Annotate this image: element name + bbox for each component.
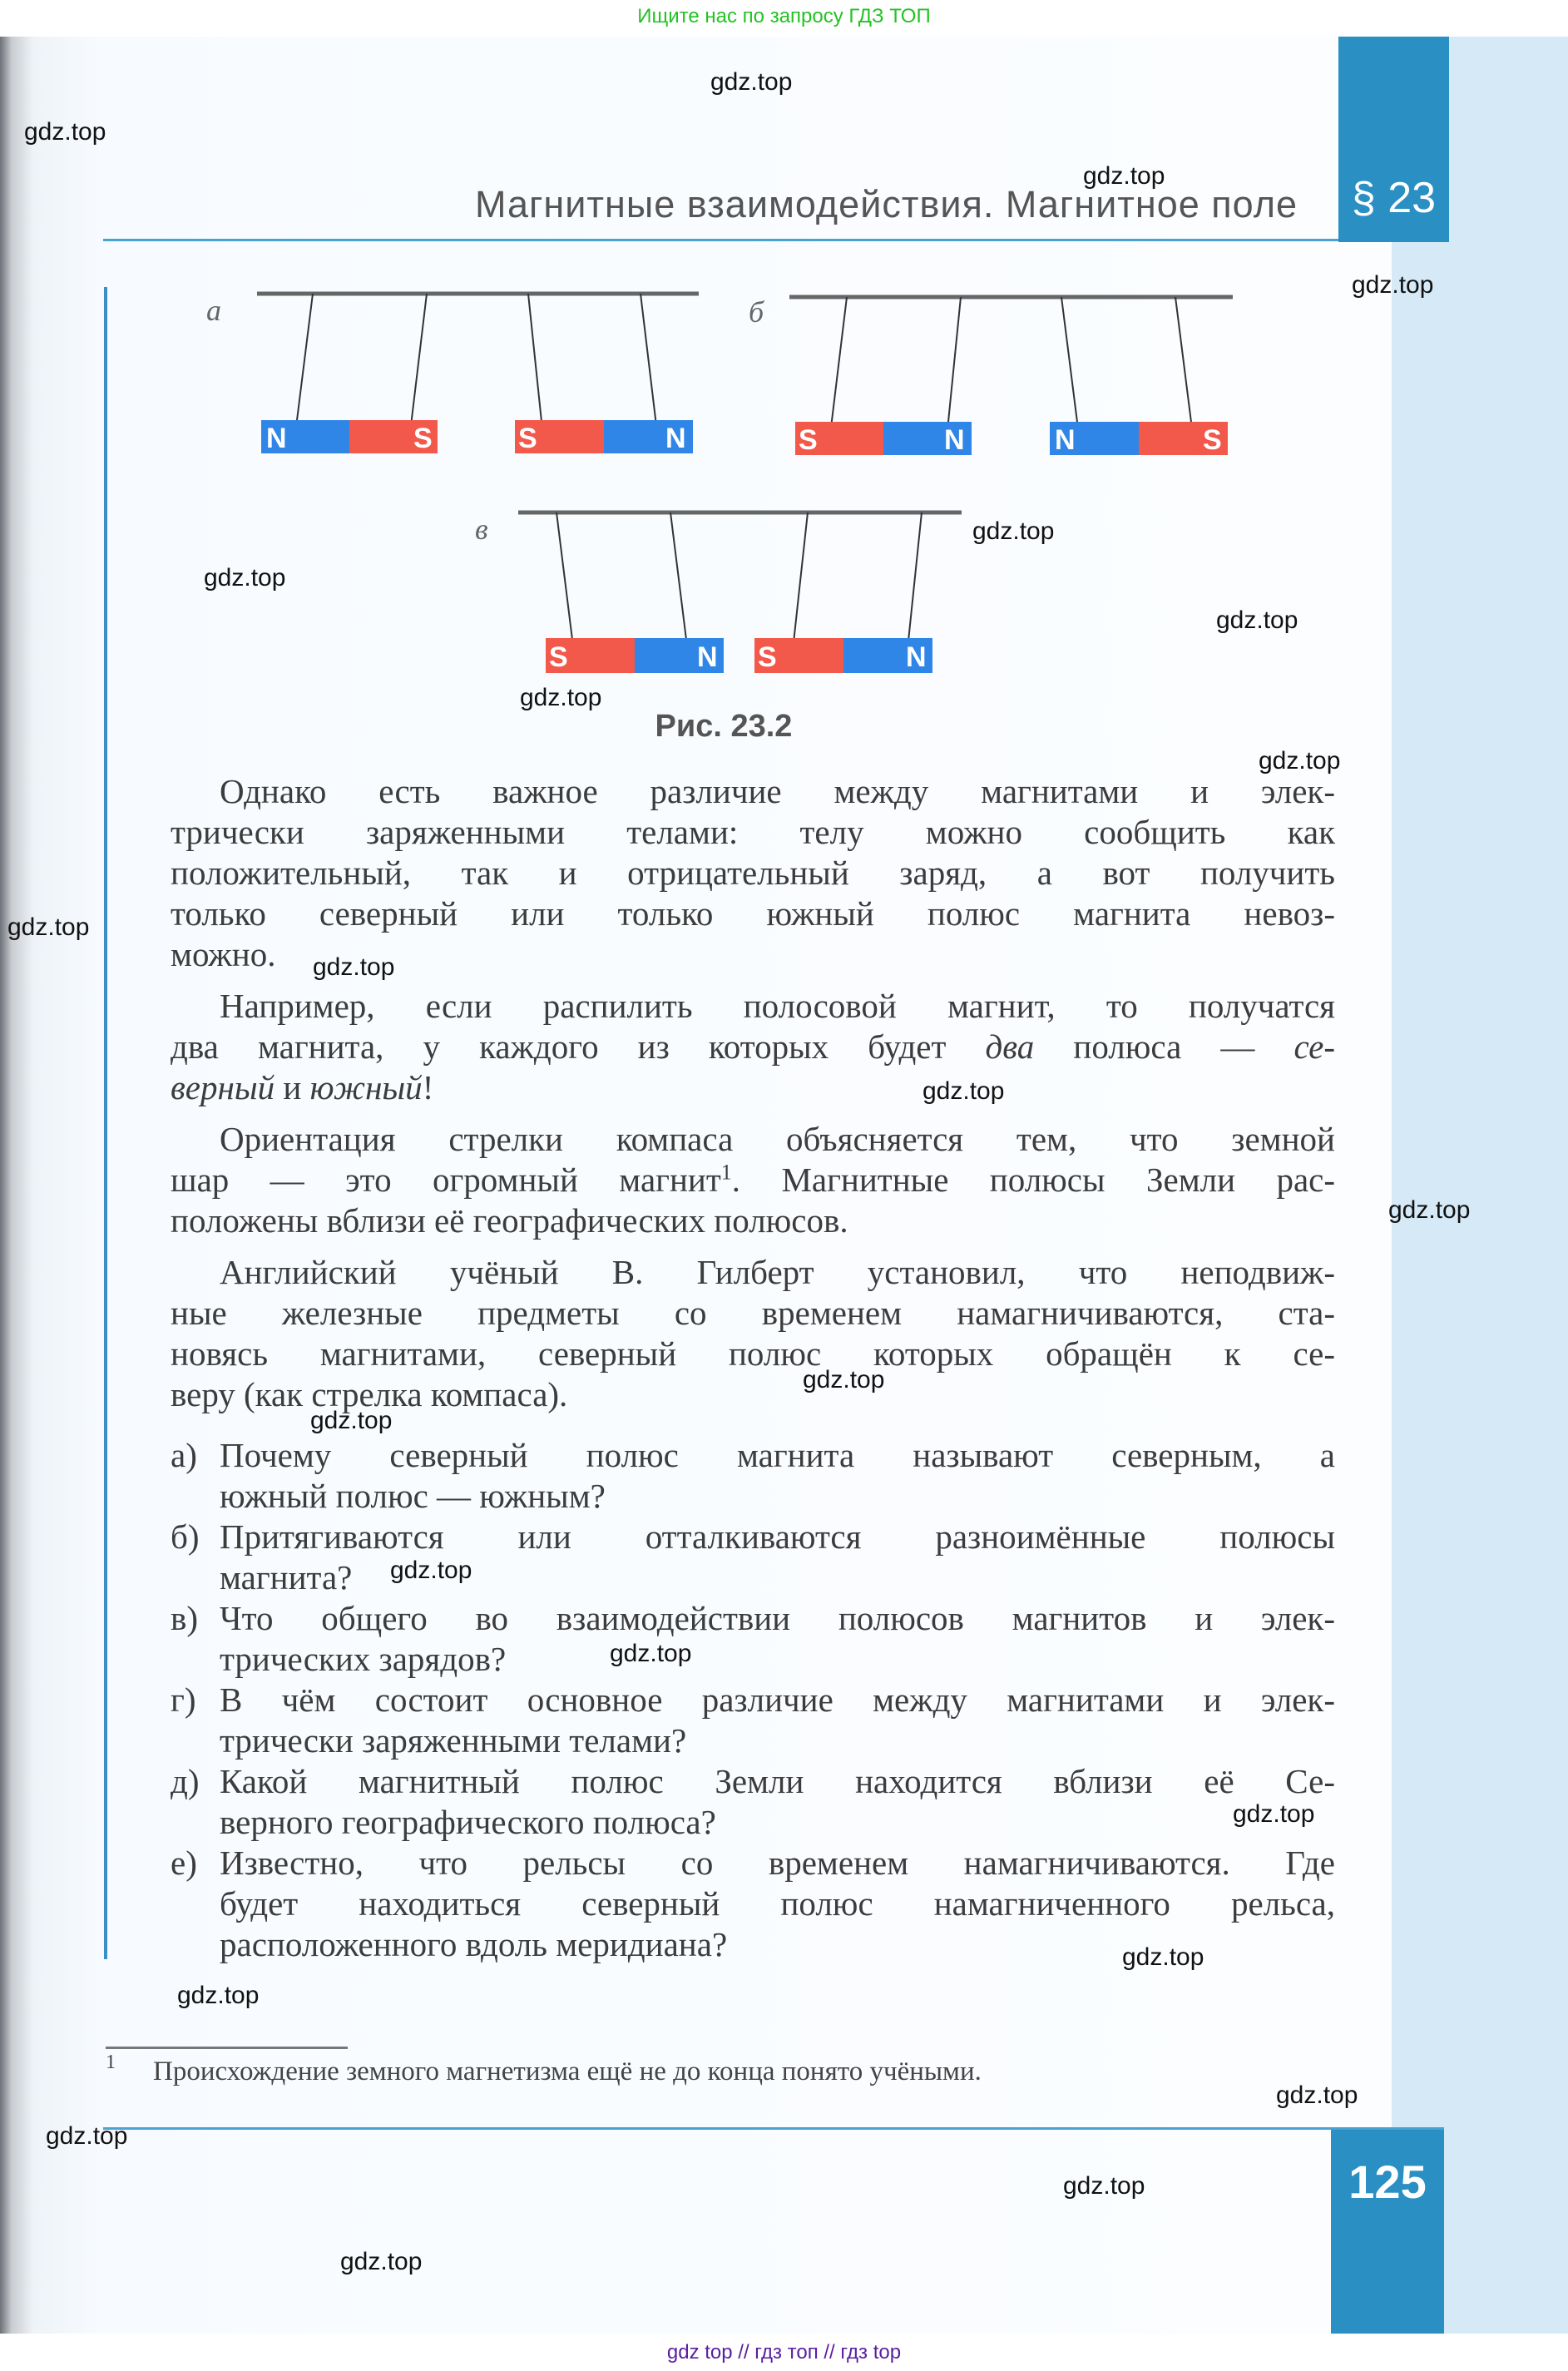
question-label: б)	[171, 1517, 200, 1556]
text-line: только северный или только южный полюс магнита невоз-	[171, 894, 1335, 933]
watermark: gdz.top	[610, 1640, 692, 1667]
magnet	[1050, 422, 1228, 456]
watermark: gdz.top	[177, 1982, 260, 2009]
page-number: 125	[1348, 2156, 1427, 2208]
pole-label: S	[758, 641, 777, 673]
footnote-text: Происхождение земного магнетизма ещё не до конца понято учёными.	[153, 2057, 982, 2086]
footnote	[106, 2052, 982, 2087]
figure-23-2	[0, 37, 1568, 785]
text-line: веру (как стрелка компаса).	[171, 1375, 568, 1413]
question-label: г)	[171, 1680, 196, 1719]
watermark: gdz.top	[1063, 2172, 1145, 2200]
watermark: gdz.top	[710, 68, 793, 96]
text-line	[171, 1160, 1335, 1200]
question-item	[171, 1761, 1335, 1843]
paragraph	[171, 771, 1335, 975]
panel-label-v: в	[475, 512, 488, 546]
text-line: Почему северный полюс магнита называют северным, а	[220, 1436, 1335, 1474]
text-line: Что общего во взаимодействии полюсов магнитов и элек-	[220, 1599, 1335, 1637]
text-line: Ориентация стрелки компаса объясняется тем, что земной	[220, 1120, 1335, 1158]
watermark: gdz.top	[7, 913, 90, 941]
text-line: ные железные предметы со временем намагничиваются, ста-	[171, 1294, 1335, 1332]
section-number: § 23	[1351, 174, 1437, 222]
text-line: Однако есть важное различие между магнитами и элек-	[220, 772, 1335, 810]
watermark: gdz.top	[340, 2248, 423, 2275]
text-line: трически заряженными телами: телу можно сообщить как	[171, 813, 1335, 851]
text-line: Какой магнитный полюс Земли находится вблизи её Се-	[220, 1762, 1335, 1800]
watermark: gdz.top	[46, 2122, 128, 2150]
text-line: верного географического полюса?	[220, 1803, 716, 1841]
text-line: будет находиться северный полюс намагниченного рельса,	[220, 1884, 1335, 1923]
watermark: gdz.top	[1083, 162, 1165, 190]
emphasis: южный	[309, 1068, 423, 1106]
pole-label: S	[518, 423, 537, 454]
question-label: д)	[171, 1762, 200, 1800]
text-line: расположенного вдоль меридиана?	[220, 1925, 728, 1963]
paragraph	[171, 1252, 1335, 1415]
question-item	[171, 1598, 1335, 1680]
watermark: gdz.top	[1352, 271, 1434, 299]
text-line: положены вблизи её географических полюсов.	[171, 1201, 848, 1240]
body-text	[171, 771, 1335, 1965]
watermark: gdz.top	[310, 1407, 393, 1434]
paragraph	[171, 1119, 1335, 1241]
text-line: Притягиваются или отталкиваются разноимённые полюсы	[220, 1517, 1335, 1556]
question-label: е)	[171, 1844, 197, 1882]
emphasis: верный	[171, 1068, 275, 1106]
pole-label: N	[697, 641, 718, 673]
pole-label: N	[944, 424, 965, 456]
page-number-badge	[1331, 2130, 1444, 2334]
text-segment: шар — это огромный магнит	[171, 1161, 721, 1199]
question-item	[171, 1680, 1335, 1761]
magnet	[754, 638, 932, 673]
text-line: Английский учёный В. Гилберт установил, что неподвиж-	[220, 1253, 1335, 1291]
text-line: положительный, так и отрицательный заряд, а вот получить	[171, 854, 1335, 892]
text-line: южный полюс — южным?	[220, 1477, 606, 1515]
text-line	[171, 1067, 1335, 1108]
footnote-number: 1	[106, 2052, 116, 2073]
pole-label: S	[1203, 424, 1222, 456]
text-line: В чём состоит основное различие между магнитами и элек-	[220, 1680, 1335, 1719]
watermark: gdz.top	[1233, 1800, 1315, 1828]
pole-label: S	[413, 423, 433, 454]
magnet	[515, 420, 693, 454]
text-segment: два магнита, у каждого из которых будет	[171, 1027, 986, 1066]
emphasis: два	[985, 1027, 1035, 1066]
question-label: а)	[171, 1436, 197, 1474]
magnet	[795, 422, 972, 456]
watermark: gdz.top	[520, 684, 602, 711]
watermark: gdz.top	[922, 1077, 1005, 1105]
questions-list	[171, 1435, 1335, 1965]
watermark: gdz.top	[24, 118, 106, 146]
footnote-ref: 1	[720, 1160, 732, 1185]
watermark: gdz.top	[313, 953, 395, 981]
text-line: Известно, что рельсы со временем намагничиваются. Где	[220, 1844, 1335, 1882]
watermark: gdz.top	[1122, 1943, 1204, 1971]
watermark: gdz.top	[1259, 747, 1341, 775]
text-line: трически заряженными телами?	[220, 1721, 687, 1760]
panel-label-a: а	[206, 294, 221, 327]
watermark: gdz.top	[1216, 606, 1298, 634]
watermark: gdz.top	[204, 564, 286, 592]
text-segment: полюса —	[1034, 1027, 1294, 1066]
emphasis: се-	[1293, 1027, 1335, 1066]
watermark: gdz.top	[1276, 2081, 1358, 2109]
watermark: gdz.top	[1388, 1196, 1471, 1224]
panel-label-b: б	[749, 295, 764, 329]
text-segment: и	[275, 1068, 310, 1106]
top-banner[interactable]: Ищите нас по запросу ГДЗ ТОП	[0, 0, 1568, 37]
pole-label: N	[665, 423, 686, 454]
text-segment: !	[422, 1068, 434, 1106]
text-line: магнита?	[220, 1558, 353, 1596]
question-item	[171, 1517, 1335, 1598]
pole-label: N	[1055, 424, 1076, 456]
watermark: gdz.top	[972, 517, 1055, 545]
watermark: gdz.top	[390, 1557, 472, 1584]
footnote-divider	[106, 2047, 348, 2049]
paragraph	[171, 986, 1335, 1108]
watermark: gdz.top	[803, 1366, 885, 1393]
footer-divider	[103, 2127, 1444, 2130]
question-label: в)	[171, 1599, 199, 1637]
text-line: новясь магнитами, северный полюс которых обращён к се-	[171, 1334, 1335, 1373]
text-segment: . Магнитные полюсы Земли рас-	[731, 1161, 1335, 1199]
pole-label: S	[799, 424, 818, 456]
figure-caption: Рис. 23.2	[655, 709, 793, 744]
question-item	[171, 1435, 1335, 1517]
magnet	[261, 420, 438, 454]
bottom-banner[interactable]: gdz top // гдз топ // гдз top	[0, 2334, 1568, 2371]
text-line: трических зарядов?	[220, 1640, 507, 1678]
text-line: можно.	[171, 935, 276, 973]
pole-label: S	[549, 641, 568, 673]
text-line	[171, 1027, 1335, 1067]
pole-label: N	[266, 423, 287, 454]
magnet	[546, 638, 724, 673]
chapter-title: Магнитные взаимодействия. Магнитное поле	[475, 183, 1298, 225]
text-line: Например, если распилить полосовой магнит, то получатся	[220, 987, 1335, 1025]
pole-label: N	[906, 641, 927, 673]
